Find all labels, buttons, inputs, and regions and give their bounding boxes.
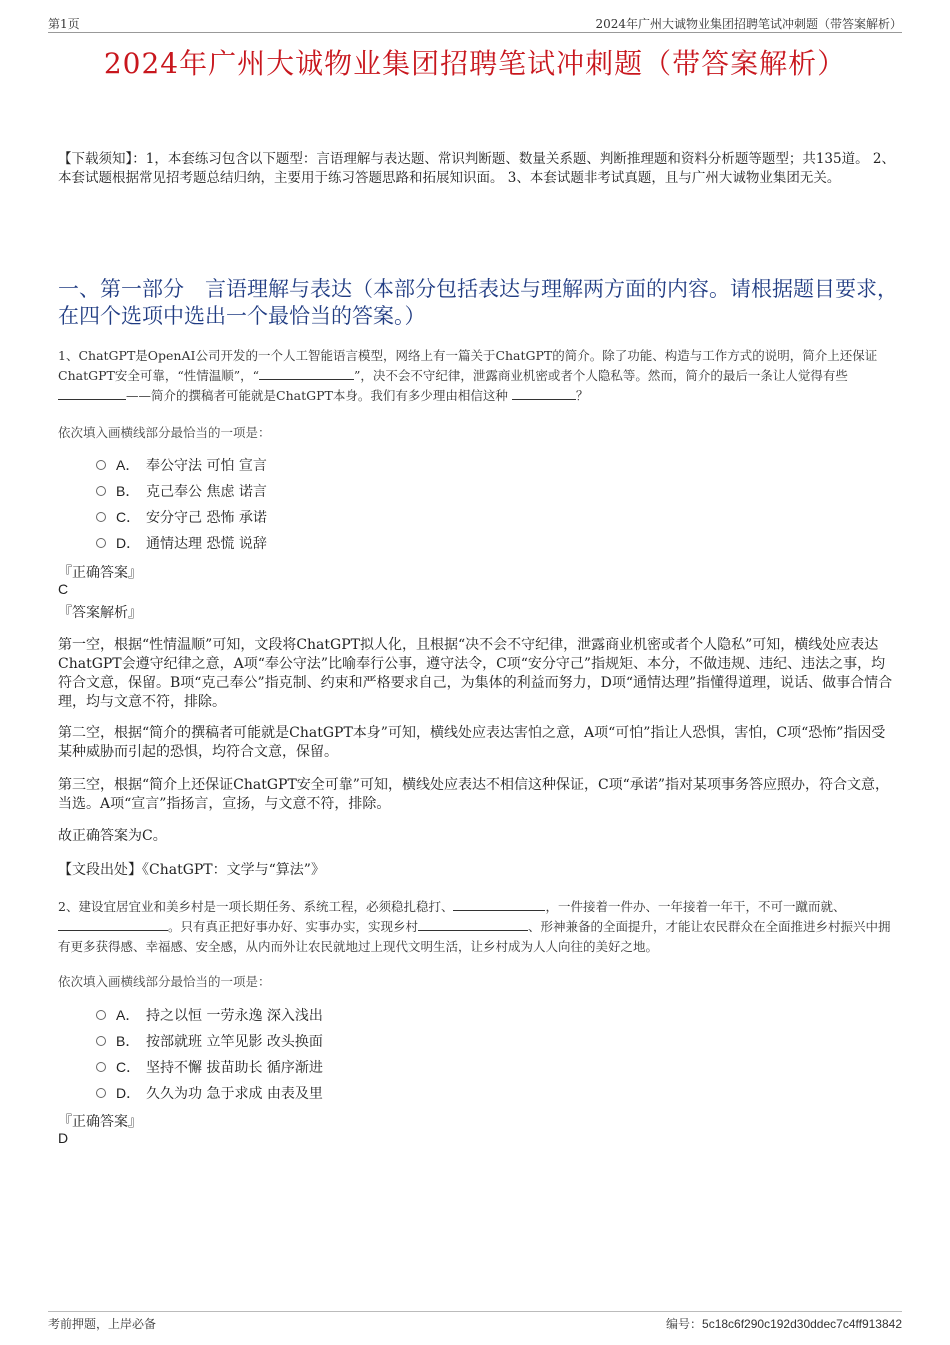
- footer-code: [666, 1315, 902, 1332]
- page-title: 2024年广州大诚物业集团招聘笔试冲刺题（带答案解析）: [103, 47, 847, 80]
- option-letter: B．: [116, 483, 140, 499]
- q1-text-part: ”，决不会不守纪律，泄露商业机密或者个人隐私等。然而，简介的最后一条让人觉得有些: [354, 368, 848, 383]
- header-divider: [48, 32, 902, 33]
- radio-button[interactable]: [96, 1010, 106, 1020]
- q2-option-a[interactable]: [96, 1004, 323, 1026]
- option-letter: C．: [116, 509, 141, 525]
- option-text: 通情达理 恐慌 说辞: [146, 536, 267, 552]
- option-text: 坚持不懈 拔苗助长 循序渐进: [146, 1060, 323, 1076]
- q1-option-d[interactable]: [96, 532, 267, 554]
- option-letter: D．: [116, 1085, 141, 1101]
- q1-answer: C: [58, 581, 69, 597]
- footer-divider: [48, 1311, 902, 1312]
- q1-instruction: 依次填入画横线部分最恰当的一项是：: [58, 425, 271, 440]
- option-letter: A．: [116, 1007, 140, 1023]
- q1-option-c[interactable]: [96, 506, 267, 528]
- q1-option-b[interactable]: [96, 480, 267, 502]
- q1-analysis-para: 第一空，根据“性情温顺”可知，文段将ChatGPT拟人化，且根据“决不会不守纪律，泄露商业机密或者个人隐私”可知，横线处应表达ChatGPT会遵守纪律之意，A项“奉公守法”比喻奉行公事，遵守法令，C项“安分守己”指规矩、本分，不做违规、违纪、违法之事，均符合文意，保留。B项“克己奉公”指克制、约束和严格要求自己，为集体的利益而努力，D项“通情达理”指懂得道理，说话、做事合情合理，均与文意不符，排除。: [58, 637, 893, 710]
- radio-button[interactable]: [96, 1062, 106, 1072]
- q1-text-part: ？: [575, 388, 589, 403]
- option-text: 按部就班 立竿见影 改头换面: [146, 1034, 323, 1050]
- q1-answer-label: 『正确答案』: [58, 565, 142, 581]
- option-text: 持之以恒 一劳永逸 深入浅出: [146, 1008, 323, 1024]
- fill-blank: [418, 917, 528, 931]
- footer-slogan: 考前押题，上岸必备: [48, 1317, 157, 1331]
- q1-analysis-label: 『答案解析』: [58, 605, 142, 621]
- q2-text-part: 、形神兼备的全面提升，才能让农民群众在全面推进乡村振兴中拥有更多获得感、幸福感、安全感，从内而外让农民就地过上现代文明生活，让乡村成为人人向往的美好之地。: [58, 919, 891, 954]
- download-notice: 【下载须知】：1，本套练习包含以下题型：言语理解与表达题、常识判断题、数量关系题、判断推理题和资料分析题等题型；共135道。 2、本套试题根据常见招考题总结归纳，主要用于练习答题思路和拓展知识面。 3、本套试题非考试真题，且与广州大诚物业集团无关。: [58, 151, 895, 186]
- option-letter: D．: [116, 535, 141, 551]
- q2-option-b[interactable]: [96, 1030, 323, 1052]
- option-text: 安分守己 恐怖 承诺: [146, 510, 267, 526]
- radio-button[interactable]: [96, 512, 106, 522]
- q2-option-d[interactable]: [96, 1082, 323, 1104]
- option-letter: B．: [116, 1033, 140, 1049]
- question-2-text: [58, 897, 900, 957]
- option-text: 克己奉公 焦虑 诺言: [146, 484, 267, 500]
- radio-button[interactable]: [96, 486, 106, 496]
- q2-text-part: 2、建设宜居宜业和美乡村是一项长期任务、系统工程，必须稳扎稳打、: [58, 899, 454, 914]
- question-1-text: [58, 346, 900, 406]
- option-letter: C．: [116, 1059, 141, 1075]
- q2-text-part: ，一件接着一件办、一年接着一年干，不可一蹴而就、: [545, 899, 846, 914]
- radio-button[interactable]: [96, 1036, 106, 1046]
- q2-text-part: 。只有真正把好事办好、实事办实，实现乡村: [168, 919, 419, 934]
- header-doc-title: 2024年广州大诚物业集团招聘笔试冲刺题（带答案解析）: [595, 17, 902, 31]
- fill-blank: [259, 366, 354, 380]
- section-heading: 一、第一部分 言语理解与表达（本部分包括表达与理解两方面的内容。请根据题目要求，在四个选项中选出一个最恰当的答案。）: [58, 277, 898, 328]
- fill-blank: [58, 917, 168, 931]
- page-number: 第1页: [48, 17, 80, 31]
- q1-option-a[interactable]: [96, 454, 267, 476]
- q1-analysis-para: 第三空，根据“简介上还保证ChatGPT安全可靠”可知，横线处应表达不相信这种保证，C项“承诺”指对某项事务答应照办，符合文意，当选。A项“宣言”指扬言，宣扬，与文意不符，排除。: [58, 777, 889, 812]
- q2-answer: D: [58, 1130, 69, 1146]
- footer-code-label: 编号：: [666, 1317, 703, 1331]
- radio-button[interactable]: [96, 460, 106, 470]
- radio-button[interactable]: [96, 538, 106, 548]
- q2-option-c[interactable]: [96, 1056, 323, 1078]
- option-text: 久久为功 急于求成 由表及里: [146, 1086, 323, 1102]
- q2-instruction: 依次填入画横线部分最恰当的一项是：: [58, 974, 271, 989]
- fill-blank: [58, 386, 126, 400]
- q2-answer-label: 『正确答案』: [58, 1114, 142, 1130]
- q1-analysis-para: 第二空，根据“简介的撰稿者可能就是ChatGPT本身”可知，横线处应表达害怕之意，A项“可怕”指让人恐惧，害怕，C项“恐怖”指因受某种威胁而引起的恐惧，均符合文意，保留。: [58, 725, 886, 760]
- q1-analysis-para: 故正确答案为C。: [58, 828, 167, 844]
- fill-blank: [512, 386, 576, 400]
- footer-code-value: 5c18c6f290c192d30ddec7c4ff913842: [702, 1317, 902, 1331]
- radio-button[interactable]: [96, 1088, 106, 1098]
- q1-source: 【文段出处】《ChatGPT：文学与“算法”》: [58, 862, 325, 878]
- fill-blank: [453, 897, 545, 911]
- option-letter: A．: [116, 457, 140, 473]
- q1-text-part: 1、ChatGPT是OpenAI公司开发的一个人工智能语言模型，网络上有一篇关于ChatGPT的简介。除了功能、构造与工作方式的说明，简介上还保证ChatGPT安全可靠，“性情温顺”，“: [58, 348, 878, 383]
- q1-text-part: ——简介的撰稿者可能就是ChatGPT本身。我们有多少理由相信这种: [126, 388, 508, 403]
- option-text: 奉公守法 可怕 宣言: [146, 458, 267, 474]
